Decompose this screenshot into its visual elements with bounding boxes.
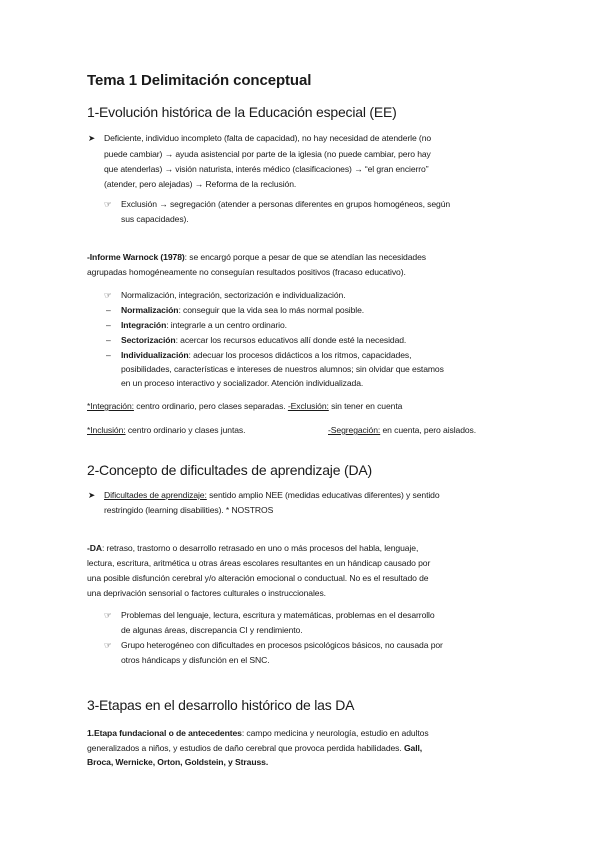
section-heading-3: 3-Etapas en el desarrollo histórico de las DA	[87, 697, 355, 713]
dash-bullet: –	[106, 305, 111, 315]
warnock-text: : se encargó porque a pesar de que se atendían las necesidades	[184, 252, 426, 262]
paragraph-line: de algunas áreas, discrepancia CI y rendimiento.	[121, 625, 303, 635]
pointing-hand-bullet-icon: ☞	[104, 610, 112, 620]
integration-line: *Integración: centro ordinario, pero clases separadas. -Exclusión: sin tener en cuenta	[87, 401, 403, 411]
list-item: Normalización, integración, sectorización e individualización.	[121, 290, 346, 300]
etapa-line-2: generalizados a niños, y estudios de daño cerebral que provoca perdida habilidades. Gall,	[87, 743, 423, 753]
pointing-hand-bullet-icon: ☞	[104, 640, 112, 650]
pointing-hand-bullet-icon: ☞	[104, 199, 112, 209]
list-item: Normalización: conseguir que la vida sea lo más normal posible.	[121, 305, 365, 315]
paragraph-line: que atenderlas) → visión naturista, interés médico (clasificaciones) → “el gran encierro”	[104, 164, 429, 174]
warnock-line	[87, 252, 426, 263]
dash-bullet: –	[106, 350, 111, 360]
page-title: Tema 1 Delimitación conceptual	[87, 72, 312, 89]
dash-bullet: –	[106, 320, 111, 330]
warnock-label: -Informe Warnock (1978)	[87, 252, 185, 262]
paragraph-line: Exclusión → segregación (atender a personas diferentes en grupos homogéneos, según	[121, 199, 451, 209]
paragraph-line: lectura, escritura, aritmética u otras áreas escolares resultantes en un hándicap causado por	[87, 558, 431, 568]
arrow-bullet-icon: ➤	[88, 490, 96, 500]
paragraph-line: sus capacidades).	[121, 214, 189, 224]
da-line: Dificultades de aprendizaje: sentido amplio NEE (medidas educativas diferentes) y sentido	[104, 490, 440, 500]
paragraph-line: (atender, pero alejadas) → Reforma de la reclusión.	[104, 179, 297, 189]
section-heading-1: 1-Evolución histórica de la Educación especial (EE)	[87, 104, 397, 120]
paragraph-line: restringido (learning disabilities). * NOSTROS	[104, 505, 274, 515]
paragraph-line: en un proceso interactivo y socializador. Atención individualizada.	[121, 378, 364, 388]
segregation-line: -Segregación: en cuenta, pero aislados.	[328, 425, 477, 435]
paragraph-line: puede cambiar) → ayuda asistencial por parte de la iglesia (no puede cambiar, pero hay	[104, 149, 431, 159]
paragraph-line: una posible disfunción cerebral y/o alteración emocional o conductual. No es el resultado de	[87, 573, 429, 583]
paragraph-line: Deficiente, individuo incompleto (falta de capacidad), no hay necesidad de atenderle (no	[104, 133, 432, 143]
definition-line: -DA: retraso, trastorno o desarrollo retrasado en uno o más procesos del habla, lenguaje,	[87, 543, 419, 553]
paragraph-line: una deprivación sensorial o factores culturales o instruccionales.	[87, 588, 326, 598]
paragraph-line: Grupo heterogéneo con dificultades en procesos psicológicos básicos, no causada por	[121, 640, 443, 650]
etapa-names: Broca, Wernicke, Orton, Goldstein, y Strauss.	[87, 757, 269, 767]
section-heading-2: 2-Concepto de dificultades de aprendizaje (DA)	[87, 462, 372, 478]
list-item: Individualización: adecuar los procesos didácticos a los ritmos, capacidades,	[121, 350, 412, 360]
paragraph-line: posibilidades, características e intereses de nuestros alumnos; sin olvidar que estamos	[121, 364, 444, 374]
etapa-line: 1.Etapa fundacional o de antecedentes: campo medicina y neurología, estudio en adultos	[87, 728, 429, 738]
arrow-bullet-icon: ➤	[88, 133, 96, 143]
paragraph-line: agrupadas homogéneamente no conseguían resultados positivos (fracaso educativo).	[87, 267, 406, 277]
list-item: Sectorización: acercar los recursos educativos allí donde esté la necesidad.	[121, 335, 407, 345]
inclusion-line: *Inclusión: centro ordinario y clases juntas.	[87, 425, 246, 435]
paragraph-line: otros hándicaps y disfunción en el SNC.	[121, 655, 270, 665]
paragraph-line: Problemas del lenguaje, lectura, escritura y matemáticas, problemas en el desarrollo	[121, 610, 435, 620]
pointing-hand-bullet-icon: ☞	[104, 290, 112, 300]
dash-bullet: –	[106, 335, 111, 345]
list-item: Integración: integrarle a un centro ordinario.	[121, 320, 287, 330]
